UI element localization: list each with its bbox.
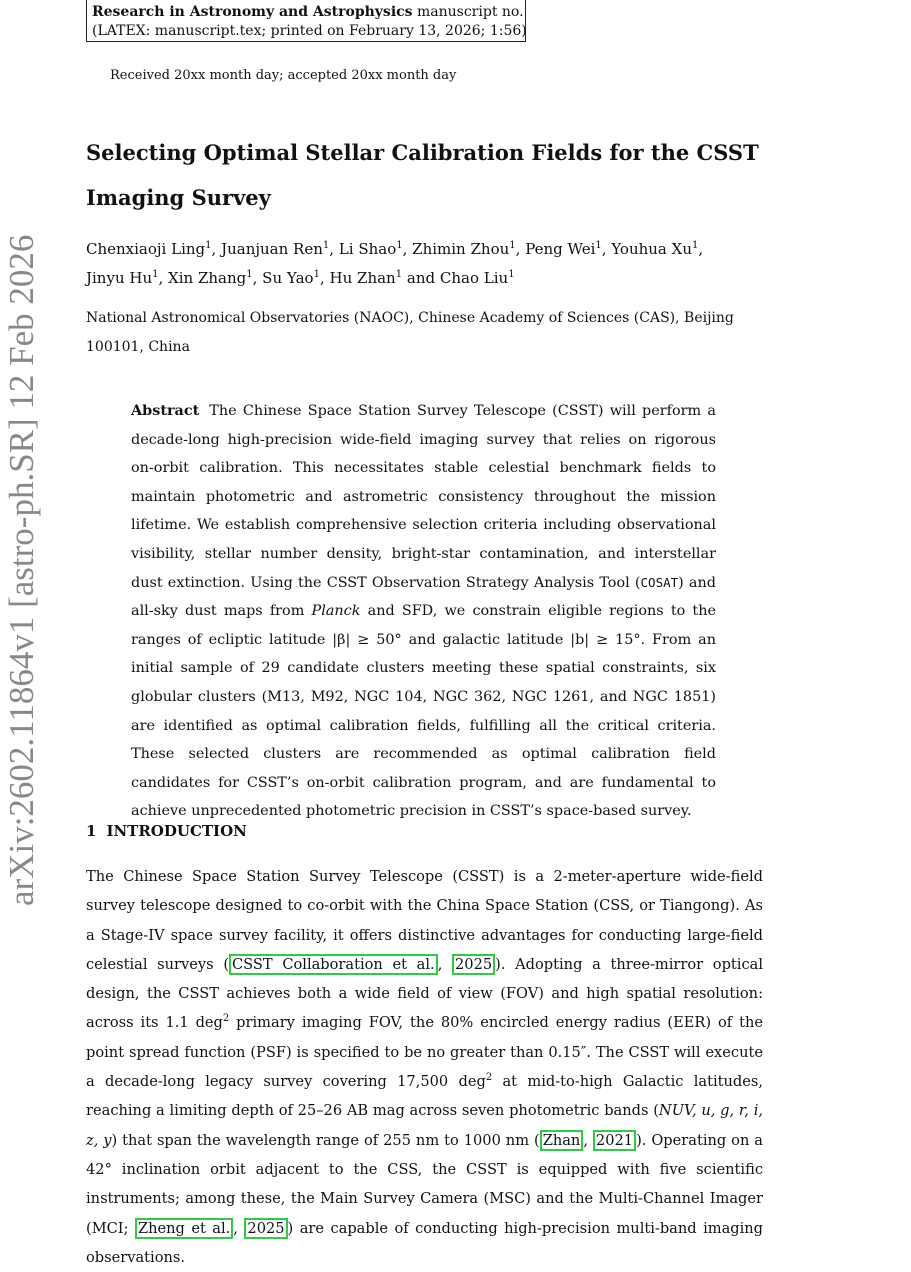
paper-title-line-2: Imaging Survey (86, 185, 271, 210)
received-date: Received 20xx month day; accepted 20xx month day (110, 68, 457, 83)
section-heading-introduction (86, 822, 247, 840)
section-number: 1 (86, 822, 97, 840)
introduction-paragraph (86, 862, 763, 1272)
arxiv-identifier-stamp: arXiv:2602.11864v1 [astro-ph.SR] 12 Feb 2026 (2, 234, 41, 906)
author-affiliation-mark: 1 (205, 240, 212, 251)
intro-text: ). Adopting a three-mirror optical design, the CSST achieves both a wide field of view (FOV) and high spatial resolution: across its 1.1 deg (86, 955, 763, 1032)
journal-name: Research in Astronomy and Astrophysics (92, 4, 413, 20)
citation-year-link[interactable]: 2025 (452, 954, 495, 975)
superscript: 2 (485, 1072, 493, 1084)
cosat-tool-name: COSAT (640, 574, 679, 590)
citation-year-link[interactable]: 2025 (244, 1218, 287, 1239)
superscript: 2 (222, 1013, 230, 1025)
intro-text: at mid-to-high Galactic latitudes, reaching a limiting depth of 25–26 AB mag across seven photometric bands ( (86, 1073, 763, 1120)
abstract-text: and SFD, we constrain eligible regions to the ranges of ecliptic latitude |β| ≥ 50° and galactic latitude |b| ≥ 15°. From an initial sample of 29 candidate clusters meeting these spatial constraints, six globular clusters (M13, M92, NGC 104, NGC 362, NGC 1261, and NGC 1851) are identified as optimal calibration fields, fulfilling all the critical criteria. These selected clusters are recommended as optimal calibration field candidates for CSST’s on-orbit calibration program, and are fundamental to achieve unprecedented photometric precision in CSST’s space-based survey. (131, 603, 716, 820)
intro-text: ) that span the wavelength range of 255 nm to 1000 nm ( (111, 1131, 540, 1149)
latex-info: (LATEX: manuscript.tex; printed on February 13, 2026; 1:56) (92, 23, 527, 39)
planck-name: Planck (311, 603, 361, 620)
section-title: INTRODUCTION (106, 822, 247, 840)
abstract-text: The Chinese Space Station Survey Telescope (CSST) will perform a decade-long high-precision wide-field imaging survey that relies on rigorous on-orbit calibration. This necessitates stable celestial benchmark fields to maintain photometric and astrometric consistency throughout the mission lifetime. We establish comprehensive selection criteria including observational visibility, stellar number density, bright-star contamination, and interstellar dust extinction. Using the CSST Observation Strategy Analysis Tool ( (131, 403, 716, 591)
author-affiliation-mark: 1 (152, 269, 159, 280)
citation-separator: , (583, 1131, 593, 1149)
author-list-line-2: Jinyu Hu$^1$, Xin Zhang$^1$, Su Yao$^1$, Hu Zhan$^1$ and Chao Liu$^1$ (86, 269, 515, 287)
abstract-text: ) and all-sky dust maps from (131, 574, 716, 620)
author-affiliation-mark: 1 (509, 240, 516, 251)
journal-line (92, 3, 525, 22)
intro-text: ) are capable of conducting high-precision multi-band imaging observations. (86, 1219, 764, 1266)
paper-title-line-1: Selecting Optimal Stellar Calibration Fields for the CSST (86, 140, 759, 165)
affiliation-line-2: 100101, China (86, 339, 190, 355)
author-name: Juanjuan Ren (221, 240, 323, 258)
intro-text: primary imaging FOV, the 80% encircled energy radius (EER) of the point spread function (PSF) is specified to be no greater than 0.15″. The CSST will execute a decade-long legacy survey covering 17,500 deg (86, 1014, 763, 1091)
manuscript-number-label: manuscript no. (417, 4, 524, 20)
author-list-line-1: Chenxiaoji Ling$^1$, Juanjuan Ren$^1$, Li Shao$^1$, Zhimin Zhou$^1$, Peng Wei$^1$, Youhua Xu$^1$, (86, 240, 704, 258)
author-name: Peng Wei (525, 240, 596, 258)
author-affiliation-mark: 1 (396, 240, 403, 251)
abstract (131, 397, 716, 826)
author-conjunction: and (406, 269, 436, 287)
author-affiliation-mark: 1 (595, 240, 602, 251)
citation-link[interactable]: Zhan (540, 1130, 584, 1151)
author-name: Chao Liu (439, 269, 509, 287)
manuscript-header (86, 0, 526, 42)
author-name: Youhua Xu (611, 240, 692, 258)
affiliation-line-1: National Astronomical Observatories (NAOC), Chinese Academy of Sciences (CAS), Beijing (86, 310, 734, 326)
author-name: Zhimin Zhou (412, 240, 510, 258)
abstract-label: Abstract (131, 402, 200, 419)
author-affiliation-mark: 1 (246, 269, 253, 280)
citation-year-link[interactable]: 2021 (593, 1130, 636, 1151)
author-name: Su Yao (262, 269, 314, 287)
photometric-bands: NUV, u, g, r, i, z, y (86, 1102, 763, 1149)
author-name: Chenxiaoji Ling (86, 240, 206, 258)
author-affiliation-mark: 1 (508, 269, 515, 280)
citation-separator: , (233, 1219, 245, 1237)
author-name: Li Shao (338, 240, 397, 258)
author-name: Jinyu Hu (86, 269, 153, 287)
intro-text: The Chinese Space Station Survey Telescope (CSST) is a 2-meter-aperture wide-field survey telescope designed to co-orbit with the China Space Station (CSS, or Tiangong). As a Stage-IV space survey facility, it offers distinctive advantages for conducting large-field celestial surveys ( (86, 868, 763, 973)
author-name: Hu Zhan (329, 269, 396, 287)
intro-text: ). Operating on a 42° inclination orbit adjacent to the CSS, the CSST is equipped with five scientific instruments; among these, the Main Survey Camera (MSC) and the Multi-Channel Imager (MCI; (86, 1131, 764, 1237)
citation-link[interactable]: CSST Collaboration et al. (229, 954, 438, 975)
author-name: Xin Zhang (168, 269, 247, 287)
author-affiliation-mark: 1 (322, 240, 330, 251)
author-affiliation-mark: 1 (395, 269, 403, 280)
author-affiliation-mark: 1 (313, 269, 320, 280)
citation-link[interactable]: Zheng et al. (135, 1218, 233, 1239)
author-affiliation-mark: 1 (691, 240, 699, 251)
citation-separator: , (437, 955, 452, 973)
